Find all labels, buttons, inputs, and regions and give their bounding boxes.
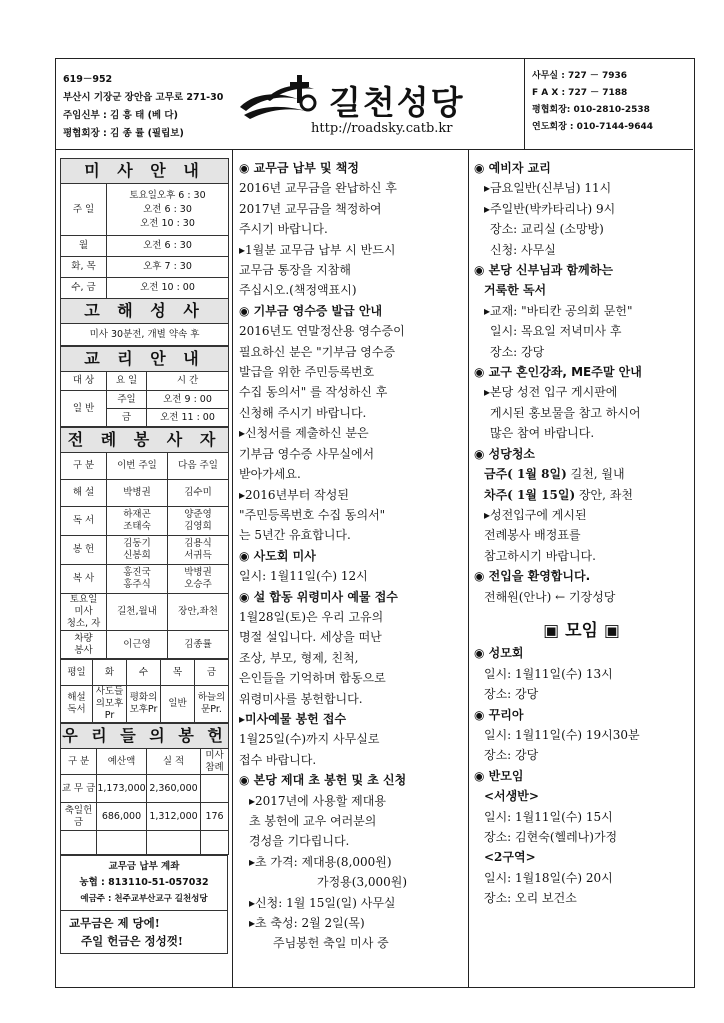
- notice-line: 장소: 강당: [484, 748, 539, 763]
- meetings-title: ▣ 모임 ▣: [543, 620, 620, 641]
- weekday-header: 수: [127, 660, 161, 686]
- catechism-time: 오전 9 : 00: [147, 391, 229, 409]
- liturgy-role: 토요일 미사 청소, 자: [61, 594, 107, 631]
- postal-code: 619－952: [63, 74, 113, 85]
- bulletin-page: [55, 58, 695, 988]
- section-heading: 거룩한 독서: [484, 283, 547, 298]
- liturgy-next: 김용식 서귀득: [168, 536, 229, 565]
- liturgy-title: 전 례 봉 사 자: [61, 428, 229, 453]
- mass-time: 오전 6 : 30: [107, 236, 229, 257]
- mass-day: 월: [61, 236, 107, 257]
- notice-line: ▸2017년에 사용할 제대용: [249, 793, 386, 808]
- notice-line: 일시: 1월18일(수) 20시: [484, 870, 613, 885]
- liturgy-this: 박병권: [107, 480, 168, 507]
- notice-line: 일시: 1월11일(수) 13시: [484, 666, 613, 681]
- notice-line: ▸초 축성: 2월 2일(목): [249, 916, 365, 931]
- catechism-title: 교 리 안 내: [61, 347, 229, 372]
- notice-line: 신청해 주시기 바랍니다.: [239, 405, 367, 420]
- church-address: 부산시 기장군 장안읍 고무로 271-30: [63, 92, 224, 103]
- offering-header: 실 적: [147, 749, 201, 775]
- liturgy-header: 다음 주일: [168, 453, 229, 480]
- right-column: [474, 158, 689, 909]
- liturgy-role: 봉 헌: [61, 536, 107, 565]
- liturgy-next: 양준영 김영희: [168, 507, 229, 536]
- offering-motto: [60, 911, 228, 954]
- liturgy-role: 차량 봉사: [61, 631, 107, 659]
- notice-line: 1월28일(토)은 우리 고유의: [239, 609, 384, 624]
- catechism-table: [60, 346, 229, 427]
- liturgy-next: 김수미: [168, 480, 229, 507]
- offering-label: 축일헌금: [61, 803, 97, 831]
- sunday-time: 오전 10 : 30: [140, 217, 195, 229]
- section-heading: ◉ 본당 제대 초 봉헌 및 초 신청: [239, 773, 407, 788]
- sub-heading: ▸미사예물 봉헌 접수: [239, 711, 347, 726]
- column-divider: [468, 149, 469, 987]
- group-name: <서생반>: [484, 789, 539, 804]
- notice-line: ▸신청: 1월 15일(일) 사무실: [249, 895, 396, 910]
- church-logo: [236, 73, 526, 143]
- offering-attend: [201, 831, 229, 855]
- section-heading: ◉ 본당 신부님과 함께하는: [474, 263, 613, 278]
- youth-phone: 연도회장 : 010-7144-9644: [532, 122, 653, 132]
- notice-line: 장소: 교리실 (소망방): [490, 222, 604, 237]
- offering-table: [60, 723, 229, 855]
- weekday-cell: 일반: [161, 686, 195, 723]
- liturgy-table: [60, 427, 229, 659]
- motto-line: 주일 헌금은 정성껏!: [81, 934, 183, 948]
- weekday-table: [60, 659, 229, 723]
- cleaning-this-week: [474, 464, 689, 484]
- offering-header: 미사 참례: [201, 749, 229, 775]
- notice-line: 교무금 통장을 지참해: [239, 263, 351, 278]
- catechism-header: 시 간: [147, 372, 229, 391]
- notice-line: 명절 설입니다. 세상을 떠난: [239, 630, 382, 645]
- council-phone: 평협회장: 010-2810-2538: [532, 105, 650, 115]
- notice-line: ▸금요일반(신부님) 11시: [484, 181, 612, 196]
- cleaning-label: 금주( 1월 8일): [484, 467, 567, 482]
- notice-line: 수집 동의서" 를 작성하신 후: [239, 385, 388, 400]
- fax-number: F A X : 727 － 7188: [532, 88, 628, 98]
- account-title: 교무금 납부 계좌: [108, 861, 180, 872]
- notice-line: 접수 바랍니다.: [239, 752, 317, 767]
- weekday-header: 화: [93, 660, 127, 686]
- confession-title: 고 해 성 사: [61, 299, 229, 324]
- column-divider: [232, 149, 233, 987]
- liturgy-this: 김동기 신봉희: [107, 536, 168, 565]
- church-name: 길천성당: [329, 83, 465, 122]
- notice-line: 2017년 교무금을 책정하여: [239, 201, 382, 216]
- offering-budget: [97, 831, 147, 855]
- notice-line: 일시: 1월11일(수) 12시: [239, 569, 368, 584]
- cleaning-area: 장안, 좌천: [575, 487, 633, 502]
- weekday-cell: 해설 독서: [61, 686, 93, 723]
- office-phone: 사무실 : 727 － 7936: [532, 71, 628, 81]
- section-heading: ◉ 성당청소: [474, 446, 536, 461]
- section-heading: ◉ 사도회 미사: [239, 548, 316, 563]
- weekday-cell: 하늘의 문Pr.: [195, 686, 229, 723]
- offering-header: 구 분: [61, 749, 97, 775]
- liturgy-this: 길천,월내: [107, 594, 168, 631]
- offering-label: [61, 831, 97, 855]
- offering-actual: 2,360,000: [147, 775, 201, 803]
- offering-attend: [201, 775, 229, 803]
- offering-title: 우 리 들 의 봉 헌: [61, 724, 229, 749]
- section-heading: ◉ 설 합동 위령미사 예물 접수: [239, 589, 398, 604]
- catechism-header: 대 상: [61, 372, 107, 391]
- notice-line: 게시된 홍보물을 참고 하시어: [490, 405, 641, 420]
- notice-line: ▸본당 성전 입구 게시판에: [484, 385, 618, 400]
- notice-line: 2016년 교무금을 완납하신 후: [239, 181, 397, 196]
- section-heading: ◉ 교무금 납부 및 책정: [239, 161, 359, 175]
- section-heading: ◉ 전입을 환영합니다.: [474, 569, 591, 584]
- cleaning-label: 차주( 1월 15일): [484, 487, 576, 502]
- cleaning-next-week: [474, 485, 689, 505]
- notice-line: 2016년도 연말정산용 영수증이: [239, 324, 405, 339]
- notice-line: 발급을 위한 주민등록번호: [239, 365, 375, 380]
- notice-line: 주님봉헌 축일 미사 중: [273, 936, 389, 951]
- notice-line: 일시: 목요일 저녁미사 후: [490, 324, 622, 339]
- liturgy-next: 김종률: [168, 631, 229, 659]
- weekday-cell: 평화의 모후Pr: [127, 686, 161, 723]
- notice-line: 경성을 기다립니다.: [249, 834, 350, 849]
- account-number: 농협 : 813110-51-057032: [79, 877, 209, 888]
- notice-line: 주시기 바랍니다.: [239, 222, 328, 237]
- notice-line: 받아가세요.: [239, 467, 301, 482]
- liturgy-this: 홍진국 홍주식: [107, 565, 168, 594]
- notice-line: ▸신청서를 제출하신 분은: [239, 426, 369, 441]
- catechism-time: 오전 11 : 00: [147, 409, 229, 427]
- confession-note: 미사 30분전, 개별 약속 후: [61, 324, 229, 346]
- notice-line: 참고하시기 바랍니다.: [484, 548, 596, 563]
- left-column: [60, 158, 228, 954]
- notice-line: 장소: 강당: [490, 344, 545, 359]
- catechism-day: 주일: [107, 391, 147, 409]
- section-heading: ◉ 성모회: [474, 646, 524, 661]
- notice-line: 주십시오.(책정액표시): [239, 283, 357, 298]
- mass-day: 수, 금: [61, 278, 107, 299]
- notice-line: 장소: 김현숙(헬레나)가정: [484, 830, 618, 844]
- sunday-label: 주 일: [61, 184, 107, 236]
- section-heading: ◉ 기부금 영수증 발급 안내: [239, 303, 383, 318]
- weekday-cell: 사도들 의모후 Pr: [93, 686, 127, 723]
- section-heading: ◉ 예비자 교리: [474, 161, 551, 175]
- notice-line: ▸2016년부터 작성된: [239, 487, 349, 502]
- catechism-header: 요 일: [107, 372, 147, 391]
- weekday-header: 금: [195, 660, 229, 686]
- offering-budget: 1,173,000: [97, 775, 147, 803]
- offering-budget: 686,000: [97, 803, 147, 831]
- center-column: [239, 158, 465, 954]
- catechism-day: 금: [107, 409, 147, 427]
- mass-time: 오전 10 : 00: [107, 278, 229, 299]
- bulletin-header: [56, 59, 693, 150]
- notice-line: ▸초 가격: 제대용(8,000원): [249, 854, 392, 869]
- notice-line: ▸교재: "바티칸 공의회 문헌": [484, 303, 633, 318]
- offering-actual: 1,312,000: [147, 803, 201, 831]
- mass-title: 미 사 안 내: [61, 159, 229, 184]
- notice-line: 장소: 오리 보건소: [484, 891, 577, 906]
- notice-line: 가정용(3,000원): [317, 875, 408, 890]
- liturgy-header: 구 분: [61, 453, 107, 480]
- notice-line: 필요하신 분은 "기부금 영수증: [239, 344, 396, 359]
- notice-line: ▸성전입구에 게시된: [484, 507, 587, 522]
- payment-account: [60, 855, 228, 911]
- notice-line: 기부금 영수증 사무실에서: [239, 446, 375, 461]
- church-emblem-icon: [236, 73, 328, 125]
- notice-line: 신청: 사무실: [490, 242, 556, 257]
- notice-line: 일시: 1월11일(수) 15시: [484, 809, 613, 824]
- offering-attend: 176: [201, 803, 229, 831]
- notice-line: 초 봉헌에 교우 여러분의: [249, 814, 377, 828]
- group-name: <2구역>: [484, 850, 536, 865]
- offering-actual: [147, 831, 201, 855]
- liturgy-role: 해 설: [61, 480, 107, 507]
- liturgy-role: 독 서: [61, 507, 107, 536]
- notice-line: 전해원(안나) ← 기장성당: [484, 589, 616, 604]
- notice-line: 전례봉사 배정표를: [484, 528, 581, 543]
- liturgy-this: 하재곤 조태숙: [107, 507, 168, 536]
- notice-line: 많은 참여 바랍니다.: [490, 426, 595, 441]
- liturgy-header: 이번 주일: [107, 453, 168, 480]
- mass-time: 오후 7 : 30: [107, 257, 229, 278]
- notice-line: "주민등록번호 수집 동의서": [239, 507, 386, 522]
- offering-header: 예산액: [97, 749, 147, 775]
- notice-line: 은인들을 기억하며 합동으로: [239, 671, 386, 686]
- sunday-time: 오전 6 : 30: [143, 203, 192, 215]
- motto-line: 교무금은 제 당에!: [69, 916, 160, 930]
- mass-day: 화, 목: [61, 257, 107, 278]
- liturgy-next: 장안,좌천: [168, 594, 229, 631]
- section-heading: ◉ 반모임: [474, 768, 524, 783]
- notice-line: ▸1월분 교무금 납부 시 반드시: [239, 242, 396, 257]
- church-info: [63, 71, 233, 143]
- council-president: 평협회장 : 김 종 률 (필립보): [63, 128, 184, 139]
- notice-line: 위령미사를 봉헌합니다.: [239, 691, 363, 706]
- notice-line: 장소: 강당: [484, 687, 539, 702]
- pastor-name: 주임신부 : 김 흥 태 (베 다): [63, 110, 178, 121]
- offering-label: 교 무 금: [61, 775, 97, 803]
- notice-line: 는 5년간 유효합니다.: [239, 528, 351, 543]
- liturgy-this: 이근영: [107, 631, 168, 659]
- contact-info: [524, 59, 693, 149]
- mass-table: [60, 158, 229, 346]
- notice-line: ▸주일반(박카타리나) 9시: [484, 201, 616, 216]
- notice-line: 일시: 1월11일(수) 19시30분: [484, 727, 640, 742]
- catechism-target: 일 반: [61, 391, 107, 427]
- section-heading: ◉ 꾸리아: [474, 707, 524, 722]
- sunday-time: 토요일오후 6 : 30: [129, 189, 206, 201]
- liturgy-role: 복 사: [61, 565, 107, 594]
- cleaning-area: 길천, 월내: [566, 467, 625, 482]
- weekday-header: 평일: [61, 660, 93, 686]
- notice-line: 조상, 부모, 형제, 친척,: [239, 650, 359, 665]
- weekday-header: 목: [161, 660, 195, 686]
- notice-line: 1월25일(수)까지 사무실로: [239, 732, 380, 747]
- section-heading: ◉ 교구 혼인강좌, ME주말 안내: [474, 365, 642, 380]
- account-holder: 예금주 : 천주교부산교구 길천성당: [80, 894, 208, 904]
- church-url[interactable]: http://roadsky.catb.kr: [311, 121, 453, 136]
- liturgy-next: 박병권 오승주: [168, 565, 229, 594]
